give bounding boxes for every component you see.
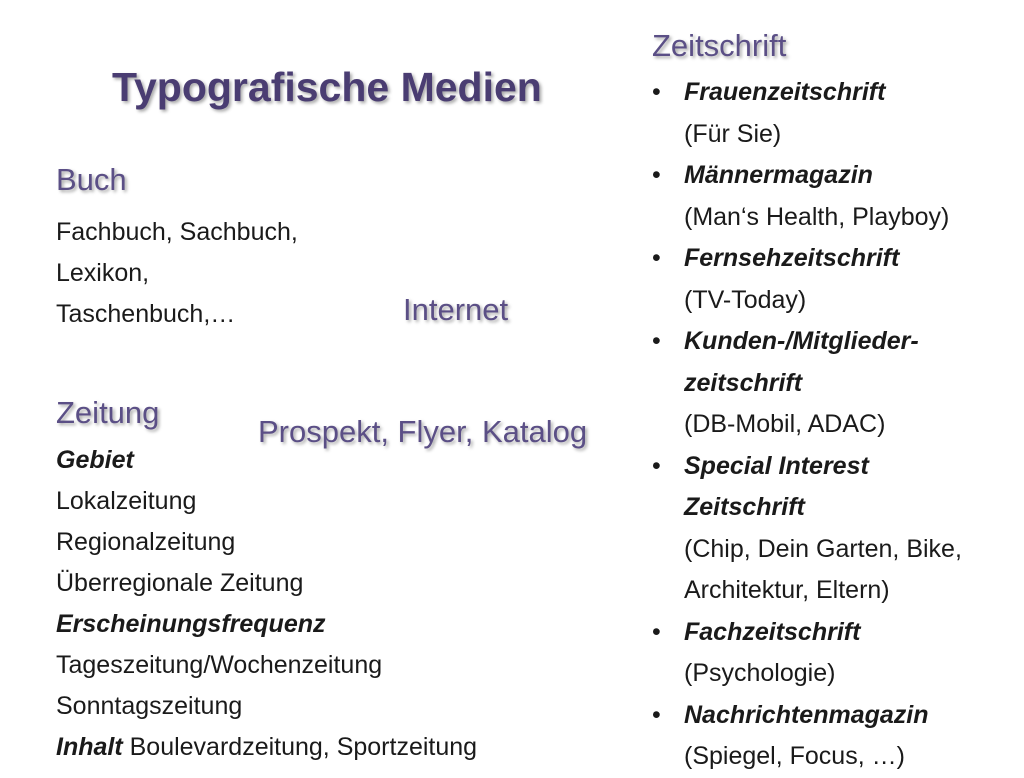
buch-list: [56, 212, 298, 335]
zeitschrift-examples: (TV-Today): [684, 285, 807, 314]
zeitschrift-item: [646, 238, 962, 321]
buch-line: Fachbuch, Sachbuch,: [56, 218, 298, 246]
buch-line: Lexikon,: [56, 259, 150, 287]
buch-heading: Buch: [56, 162, 127, 197]
zeitschrift-item: [646, 695, 962, 778]
zeitschrift-examples: (Man‘s Health, Playboy): [684, 202, 950, 231]
zeitschrift-type: Frauenzeitschrift: [684, 78, 886, 106]
zeitschrift-examples: (Chip, Dein Garten, Bike,: [684, 534, 962, 563]
zeitung-list: [56, 440, 477, 768]
internet-heading: Internet: [403, 292, 509, 327]
slide-title: Typografische Medien: [112, 64, 542, 110]
gebiet-item: Lokalzeitung: [56, 487, 197, 515]
gebiet-item: Regionalzeitung: [56, 528, 236, 556]
zeitschrift-item: [646, 155, 962, 238]
zeitschrift-type: Kunden-/Mitglieder-: [684, 327, 919, 355]
buch-line: Taschenbuch,…: [56, 300, 236, 328]
zeitschrift-item: [646, 321, 962, 446]
zeitschrift-type: Zeitschrift: [684, 493, 805, 521]
zeitschrift-item: [646, 72, 962, 155]
zeitschrift-item: [646, 446, 962, 612]
bullet-icon: •: [652, 244, 661, 272]
bullet-icon: •: [652, 451, 661, 480]
zeitung-heading: Zeitung: [56, 395, 160, 430]
zeitschrift-examples: (DB-Mobil, ADAC): [684, 410, 886, 438]
zeitschrift-list: [646, 72, 962, 778]
inhalt-label: Inhalt: [56, 733, 123, 761]
frequenz-item: Sonntagszeitung: [56, 692, 243, 720]
bullet-icon: •: [652, 700, 661, 729]
zeitschrift-examples: (Für Sie): [684, 119, 782, 148]
zeitschrift-type: Fernsehzeitschrift: [684, 244, 900, 272]
frequenz-item: Tageszeitung/Wochenzeitung: [56, 651, 383, 679]
prospekt-heading: Prospekt, Flyer, Katalog: [258, 414, 588, 449]
frequenz-label: Erscheinungsfrequenz: [56, 610, 326, 638]
zeitschrift-examples: Architektur, Eltern): [684, 576, 890, 604]
zeitschrift-type: Fachzeitschrift: [684, 617, 861, 646]
inhalt-text: Boulevardzeitung, Sportzeitung: [122, 733, 478, 761]
bullet-icon: •: [652, 327, 661, 355]
zeitschrift-type: zeitschrift: [684, 368, 803, 397]
bullet-icon: •: [652, 161, 661, 189]
zeitschrift-heading: Zeitschrift: [652, 28, 787, 63]
gebiet-item: Überregionale Zeitung: [56, 569, 304, 597]
zeitschrift-item: [646, 612, 962, 695]
zeitschrift-type: Männermagazin: [684, 161, 873, 189]
zeitschrift-type: Special Interest: [684, 451, 869, 480]
bullet-icon: •: [652, 78, 661, 106]
inhalt-line: [56, 727, 477, 768]
zeitschrift-examples: (Psychologie): [684, 659, 836, 687]
zeitschrift-type: Nachrichtenmagazin: [684, 700, 929, 729]
gebiet-label: Gebiet: [56, 446, 134, 474]
bullet-icon: •: [652, 617, 661, 646]
zeitschrift-examples: (Spiegel, Focus, …): [684, 742, 905, 770]
